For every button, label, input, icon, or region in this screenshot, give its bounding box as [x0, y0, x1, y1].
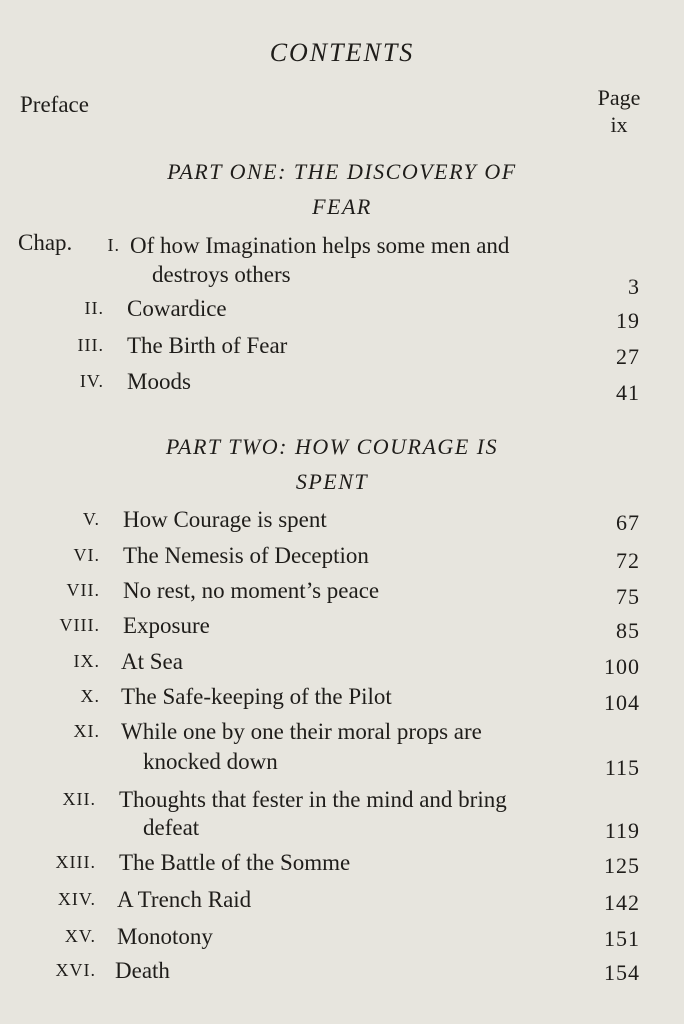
chapter-title-cont: knocked down — [143, 749, 278, 774]
chapter-page: 119 — [604, 818, 640, 843]
chapter-label: Chap. — [18, 230, 73, 255]
chapter-numeral: I. — [107, 235, 120, 255]
chapter-title: No rest, no moment’s peace — [123, 578, 380, 603]
chapter-title: How Courage is spent — [123, 507, 327, 532]
chapter-numeral: VII. — [66, 580, 100, 600]
chapter-page: 115 — [604, 755, 640, 780]
chapter-title: Moods — [127, 369, 191, 394]
chapter-title: Cowardice — [127, 296, 227, 321]
part-two-title-line2: SPENT — [295, 469, 369, 494]
chapter-title: Of how Imagination helps some men and — [130, 233, 510, 258]
chapter-title: Thoughts that fester in the mind and bring — [119, 787, 507, 812]
chapter-page: 41 — [616, 380, 640, 405]
chapter-page: 100 — [604, 654, 640, 679]
chapter-numeral: XV. — [64, 926, 96, 946]
chapter-page: 19 — [616, 308, 640, 333]
chapter-numeral: IV. — [79, 371, 104, 391]
chapter-numeral: X. — [80, 686, 100, 706]
part-two-heading — [82, 429, 582, 499]
chapter-page: 67 — [616, 510, 640, 535]
chapter-page: 142 — [604, 890, 640, 915]
chapter-numeral: IX. — [73, 651, 100, 671]
part-one-title-line2-text: FEAR — [312, 194, 372, 219]
chapter-title: At Sea — [121, 649, 183, 674]
chapter-numeral: VIII. — [59, 615, 100, 635]
preface-label: Preface — [20, 92, 89, 117]
chapter-numeral: XIV. — [57, 889, 96, 909]
chapter-title: The Safe-keeping of the Pilot — [121, 684, 392, 709]
preface-page: ix — [610, 112, 628, 137]
chapter-numeral: VI. — [73, 545, 100, 565]
chapter-numeral: II. — [84, 298, 104, 318]
page-column-header — [584, 84, 654, 138]
chapter-page: 125 — [604, 853, 640, 878]
chapter-page: 85 — [616, 618, 640, 643]
chapter-page: 104 — [604, 690, 640, 715]
chapter-page: 154 — [604, 960, 640, 985]
chapter-title: Exposure — [123, 613, 210, 638]
chapter-title: Death — [115, 958, 170, 983]
chapter-numeral: XI. — [73, 721, 100, 741]
page-title: CONTENTS — [269, 38, 415, 67]
chapter-page: 72 — [616, 548, 640, 573]
chapter-title-cont: destroys others — [152, 262, 291, 287]
chapter-numeral: XVI. — [55, 960, 96, 980]
chapter-title: Monotony — [117, 924, 213, 949]
page-label: Page — [597, 85, 641, 110]
chapter-page: 3 — [628, 274, 640, 299]
chapter-title: A Trench Raid — [117, 887, 252, 912]
chapter-numeral: XIII. — [55, 852, 96, 872]
chapter-title-cont: defeat — [143, 815, 200, 840]
part-two-title-line1: PART TWO: HOW COURAGE IS — [165, 434, 499, 459]
chapter-title: The Battle of the Somme — [119, 850, 351, 875]
chapter-numeral: XII. — [62, 789, 96, 809]
part-one-title-line1: PART ONE: THE DISCOVERY OF — [167, 159, 517, 184]
chapter-numeral: III. — [77, 335, 104, 355]
part-one-heading — [92, 154, 592, 224]
chapter-page: 27 — [616, 344, 640, 369]
chapter-page: 151 — [604, 926, 640, 951]
chapter-title: The Birth of Fear — [127, 333, 288, 358]
chapter-page: 75 — [616, 584, 640, 609]
chapter-title: The Nemesis of Deception — [123, 543, 369, 568]
chapter-title: While one by one their moral props are — [121, 719, 482, 744]
chapter-numeral: V. — [82, 509, 100, 529]
